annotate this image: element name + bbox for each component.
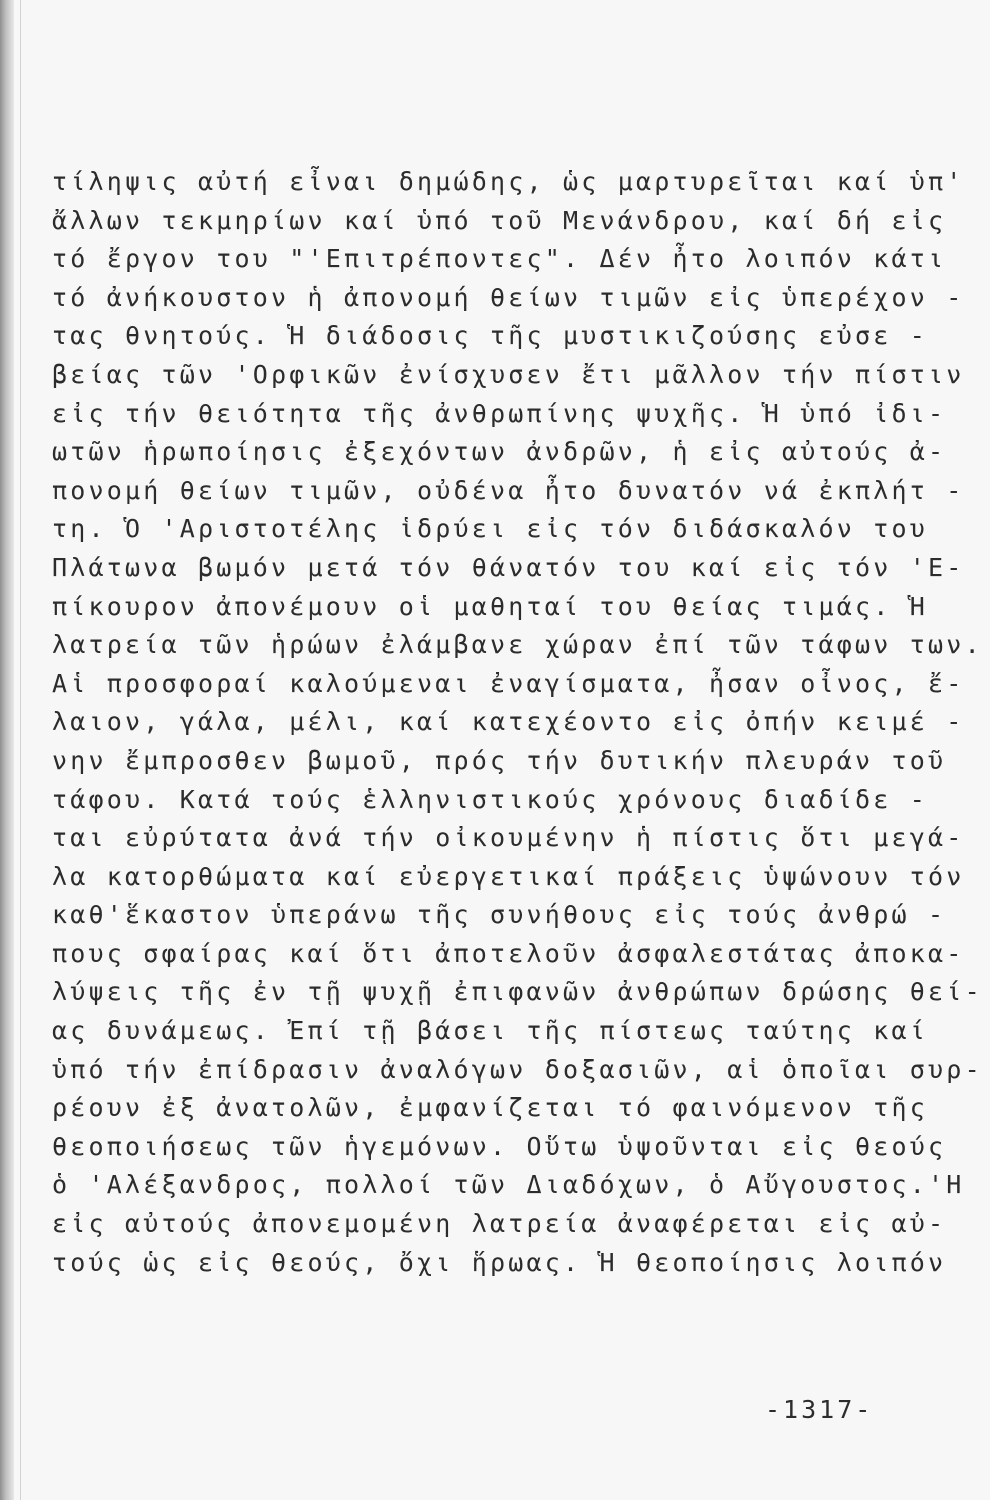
text-line: τίληψις αὐτή εἶναι δημώδης, ὡς μαρτυρεῖται καί ὑπ': [52, 167, 965, 196]
text-line: τη. Ὁ 'Αριστοτέλης ἱδρύει εἰς τόν διδάσκαλόν του: [52, 514, 929, 544]
text-line: εἰς αὐτούς ἀπονεμομένη λατρεία ἀναφέρεται εἰς αὐ-: [52, 1209, 947, 1239]
text-line: τάφου. Κατά τούς ἑλληνιστικούς χρόνους διαδίδε -: [52, 784, 929, 814]
text-line: τας θνητούς. Ἡ διάδοσις τῆς μυστικιζούσης εὐσε -: [52, 321, 929, 351]
text-line: ὑπό τήν ἐπίδρασιν ἀναλόγων δοξασιῶν, αἱ ὁποῖαι συρ-: [52, 1054, 983, 1084]
text-line: πους σφαίρας καί ὅτι ἀποτελοῦν ἀσφαλεστάτας ἀποκα-: [52, 938, 965, 968]
text-line: ας δυνάμεως. Ἐπί τῇ βάσει τῆς πίστεως ταύτης καί: [52, 1016, 929, 1046]
text-line: πίκουρον ἀπονέμουν οἱ μαθηταί του θείας τιμάς. Ἡ: [52, 591, 929, 621]
typewritten-text-block: [52, 163, 983, 1282]
page-number: -1317-: [765, 1395, 874, 1424]
text-line: ὁ 'Αλέξανδρος, πολλοί τῶν Διαδόχων, ὁ Αὔγουστος.'Η: [52, 1170, 965, 1200]
text-line: λύψεις τῆς ἐν τῇ ψυχῇ ἐπιφανῶν ἀνθρώπων δρώσης θεί-: [52, 977, 983, 1007]
text-line: βείας τῶν 'Ορφικῶν ἐνίσχυσεν ἔτι μᾶλλον τήν πίστιν: [52, 359, 965, 389]
text-line: τούς ὡς εἰς θεούς, ὄχι ἥρωας. Ἡ θεοποίησις λοιπόν: [52, 1247, 947, 1277]
text-line: τό ἔργον του "'Επιτρέποντες". Δέν ἦτο λοιπόν κάτι: [52, 244, 947, 274]
text-line: ρέουν ἐξ ἀνατολῶν, ἐμφανίζεται τό φαινόμενον τῆς: [52, 1093, 929, 1123]
text-line: Πλάτωνα βωμόν μετά τόν θάνατόν του καί εἰς τόν 'Ε-: [52, 552, 965, 582]
book-binding-edge: [0, 0, 14, 1500]
text-line: Αἱ προσφοραί καλούμεναι ἐναγίσματα, ἦσαν οἶνος, ἔ-: [52, 668, 965, 698]
binding-shadow-line: [20, 0, 21, 1500]
text-line: ωτῶν ἡρωποίησις ἐξεχόντων ἀνδρῶν, ἡ εἰς αὐτούς ἀ-: [52, 437, 947, 467]
text-line: πονομή θείων τιμῶν, οὐδένα ἦτο δυνατόν νά ἐκπλήτ -: [52, 475, 965, 505]
text-line: ἄλλων τεκμηρίων καί ὑπό τοῦ Μενάνδρου, καί δή εἰς: [52, 205, 947, 235]
text-line: θεοποιήσεως τῶν ἡγεμόνων. Οὕτω ὑψοῦνται εἰς θεούς: [52, 1131, 947, 1161]
text-line: εἰς τήν θειότητα τῆς ἀνθρωπίνης ψυχῆς. Ἡ ὑπό ἰδι-: [52, 398, 947, 428]
text-line: νην ἔμπροσθεν βωμοῦ, πρός τήν δυτικήν πλευράν τοῦ: [52, 745, 947, 775]
text-line: λα κατορθώματα καί εὐεργετικαί πράξεις ὑψώνουν τόν: [52, 861, 965, 891]
text-line: ται εὐρύτατα ἀνά τήν οἰκουμένην ἡ πίστις ὅτι μεγά-: [52, 823, 965, 853]
text-line: καθ'ἕκαστον ὑπεράνω τῆς συνήθους εἰς τούς ἀνθρώ -: [52, 900, 947, 930]
text-line: λατρεία τῶν ἡρώων ἐλάμβανε χώραν ἐπί τῶν τάφων των.: [52, 630, 983, 660]
text-line: λαιον, γάλα, μέλι, καί κατεχέοντο εἰς ὀπήν κειμέ -: [52, 707, 965, 737]
text-line: τό ἀνήκουστον ἡ ἀπονομή θείων τιμῶν εἰς ὑπερέχον -: [52, 282, 965, 312]
